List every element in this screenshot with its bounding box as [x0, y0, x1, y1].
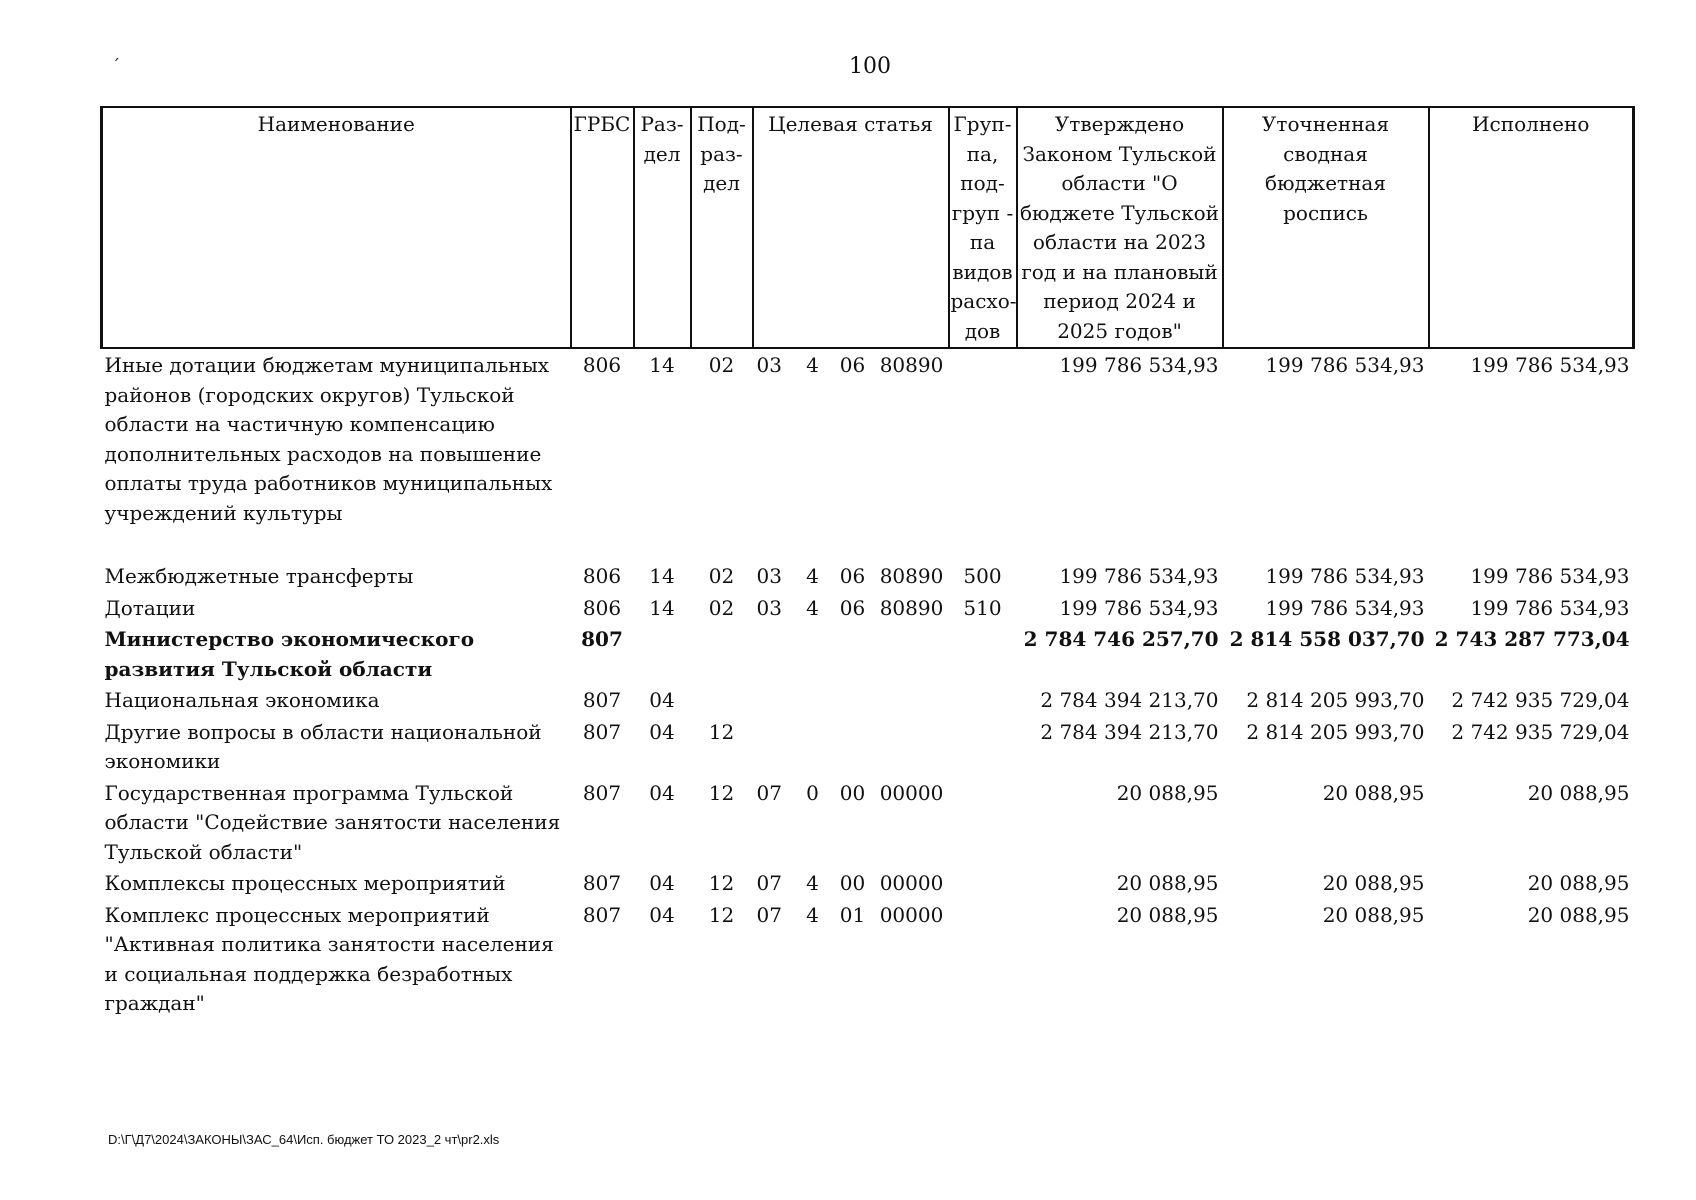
target-article-part-cs4: 00000: [879, 780, 944, 805]
spacer-cell: [102, 528, 571, 560]
row-executed: 2 743 287 773,04: [1434, 627, 1630, 651]
table-row: [102, 899, 1634, 1019]
corner-mark: ´: [112, 56, 120, 75]
row-name: Министерство экономического развития Тульской области: [104, 627, 475, 681]
spacer-cell: [691, 528, 753, 560]
row-grbs: 807: [582, 902, 622, 927]
row-executed: 20 088,95: [1527, 780, 1630, 805]
row-name: Национальная экономика: [104, 688, 380, 712]
row-grbs: 807: [582, 780, 622, 805]
row-target-article: [753, 560, 949, 592]
row-grbs: 807: [581, 627, 623, 651]
row-podrazdel: 12: [708, 780, 735, 805]
target-article-part-cs4: 00000: [879, 902, 944, 927]
header-podrazdel: Под- раз- дел: [691, 107, 753, 348]
target-article-part-cs1: 03: [756, 353, 782, 377]
target-article-part-cs2: 4: [806, 902, 819, 927]
row-approved: 2 784 394 213,70: [1040, 688, 1219, 712]
row-expense-group: [949, 348, 1017, 528]
row-expense-group: [949, 623, 1017, 684]
row-podrazdel: [691, 623, 753, 684]
header-expense-group: Груп- па, под- груп - па видов расхо- дов: [949, 107, 1017, 348]
spacer-cell: [1223, 528, 1429, 560]
row-razdel: 14: [649, 595, 675, 620]
row-razdel: 04: [649, 902, 675, 927]
row-name: Государственная программа Тульской области "Содействие занятости населения Тульской области": [104, 780, 561, 864]
row-podrazdel: 02: [708, 595, 735, 620]
row-target-article: [753, 777, 949, 868]
row-name: Дотации: [104, 595, 196, 620]
row-approved: 20 088,95: [1116, 871, 1219, 895]
row-target-article: [753, 623, 949, 684]
row-name: Иные дотации бюджетам муниципальных районов (городских округов) Тульской области на частичную компенсацию дополнительных расходов на повышение оплаты труда работников муниципальных учреждений культуры: [104, 353, 553, 525]
spacer-cell: [634, 528, 691, 560]
table-row: [102, 716, 1634, 777]
row-razdel: 04: [649, 688, 675, 712]
target-article-part-cs1: 07: [756, 780, 782, 805]
row-refined: 2 814 205 993,70: [1246, 688, 1425, 712]
row-refined: 2 814 205 993,70: [1246, 719, 1425, 744]
target-article-part-cs3: 06: [839, 595, 866, 620]
row-target-article: [753, 716, 949, 777]
row-refined: 20 088,95: [1322, 871, 1425, 895]
header-grbs: ГРБС: [571, 107, 634, 348]
header-executed: Исполнено: [1429, 107, 1634, 348]
target-article-part-cs4: 80890: [879, 564, 944, 588]
row-executed: 20 088,95: [1527, 902, 1630, 927]
row-razdel: 04: [649, 871, 675, 895]
row-refined: 199 786 534,93: [1265, 595, 1425, 620]
row-name: Комплексы процессных мероприятий: [104, 871, 506, 895]
row-podrazdel: 12: [708, 719, 735, 744]
row-expense-group: [949, 777, 1017, 868]
target-article-part-cs3: 06: [839, 564, 866, 588]
row-razdel: 04: [649, 719, 675, 744]
row-spacer: [102, 528, 1634, 560]
row-razdel: 04: [649, 780, 675, 805]
row-razdel: 14: [649, 564, 675, 588]
row-razdel: 14: [649, 353, 675, 377]
target-article-part-cs3: 01: [839, 902, 866, 927]
target-article-part-cs1: 03: [756, 595, 782, 620]
spacer-cell: [753, 528, 949, 560]
row-name: Межбюджетные трансферты: [104, 564, 414, 588]
row-approved: 199 786 534,93: [1059, 353, 1219, 377]
target-article-part-cs1: 03: [756, 564, 782, 588]
row-grbs: 807: [582, 719, 622, 744]
row-target-article: [753, 867, 949, 899]
row-executed: 20 088,95: [1527, 871, 1630, 895]
row-approved: 20 088,95: [1116, 780, 1219, 805]
spacer-cell: [571, 528, 634, 560]
row-target-article: [753, 899, 949, 1019]
table-header-row: [102, 107, 1634, 348]
row-target-article: [753, 592, 949, 624]
target-article-part-cs3: 00: [839, 871, 866, 895]
target-article-part-cs4: 80890: [879, 353, 944, 377]
target-article-part-cs4: 80890: [879, 595, 944, 620]
target-article-part-cs4: 00000: [879, 871, 944, 895]
row-approved: 2 784 394 213,70: [1040, 719, 1219, 744]
header-razdel: Раз- дел: [634, 107, 691, 348]
row-podrazdel: [691, 684, 753, 716]
row-grbs: 806: [582, 564, 622, 588]
row-podrazdel: 12: [708, 871, 735, 895]
row-target-article: [753, 684, 949, 716]
table-row: [102, 777, 1634, 868]
row-expense-group: [949, 716, 1017, 777]
target-article-part-cs2: 4: [806, 353, 819, 377]
row-executed: 2 742 935 729,04: [1451, 719, 1630, 744]
table-row: [102, 560, 1634, 592]
row-executed: 199 786 534,93: [1470, 564, 1630, 588]
row-executed: 199 786 534,93: [1470, 595, 1630, 620]
row-expense-group: 500: [963, 564, 1002, 588]
row-approved: 2 784 746 257,70: [1023, 627, 1219, 651]
row-approved: 20 088,95: [1116, 902, 1219, 927]
row-grbs: 806: [582, 595, 622, 620]
row-target-article: [753, 348, 949, 528]
target-article-part-cs2: 4: [806, 871, 819, 895]
row-refined: 199 786 534,93: [1265, 564, 1425, 588]
row-approved: 199 786 534,93: [1059, 595, 1219, 620]
row-name: Другие вопросы в области национальной экономики: [104, 719, 542, 773]
spacer-cell: [1429, 528, 1634, 560]
row-executed: 2 742 935 729,04: [1451, 688, 1630, 712]
target-article-part-cs1: 07: [756, 871, 782, 895]
row-refined: 20 088,95: [1322, 780, 1425, 805]
table-row: [102, 867, 1634, 899]
header-refined: Уточненная сводная бюджетная роспись: [1223, 107, 1429, 348]
table-row: [102, 623, 1634, 684]
page-number: 100: [849, 54, 891, 79]
row-refined: 199 786 534,93: [1265, 353, 1425, 377]
table-row: [102, 592, 1634, 624]
row-grbs: 807: [582, 871, 622, 895]
header-approved: Утверждено Законом Тульской области "О бюджете Тульской области на 2023 год и на плановый период 2024 и 2025 годов": [1017, 107, 1223, 348]
header-name: Наименование: [102, 107, 571, 348]
row-expense-group: [949, 899, 1017, 1019]
row-name: Комплекс процессных мероприятий "Активная политика занятости населения и социальная поддержка безработных граждан": [104, 902, 554, 1015]
table-row: [102, 684, 1634, 716]
spacer-cell: [949, 528, 1017, 560]
budget-table-container: [100, 106, 1632, 1046]
target-article-part-cs2: 4: [806, 564, 819, 588]
row-expense-group: [949, 867, 1017, 899]
target-article-part-cs2: 0: [806, 780, 819, 805]
row-razdel: [634, 623, 691, 684]
row-grbs: 806: [582, 353, 622, 377]
row-refined: 20 088,95: [1322, 902, 1425, 927]
row-refined: 2 814 558 037,70: [1229, 627, 1425, 651]
header-target-article: Целевая статья: [753, 107, 949, 348]
budget-table: [100, 106, 1635, 1019]
row-expense-group: 510: [963, 595, 1002, 620]
target-article-part-cs3: 06: [839, 353, 866, 377]
file-path-footer: D:\Г\Д7\2024\ЗАКОНЫ\ЗАС_64\Исп. бюджет ТО 2023_2 чт\pr2.xls: [108, 1132, 500, 1147]
row-approved: 199 786 534,93: [1059, 564, 1219, 588]
row-grbs: 807: [582, 688, 622, 712]
row-expense-group: [949, 684, 1017, 716]
row-executed: 199 786 534,93: [1470, 353, 1630, 377]
spacer-cell: [1017, 528, 1223, 560]
target-article-part-cs3: 00: [839, 780, 866, 805]
target-article-part-cs2: 4: [806, 595, 819, 620]
row-podrazdel: 12: [708, 902, 735, 927]
row-podrazdel: 02: [708, 564, 735, 588]
row-podrazdel: 02: [708, 353, 735, 377]
target-article-part-cs1: 07: [756, 902, 782, 927]
table-row: [102, 348, 1634, 528]
